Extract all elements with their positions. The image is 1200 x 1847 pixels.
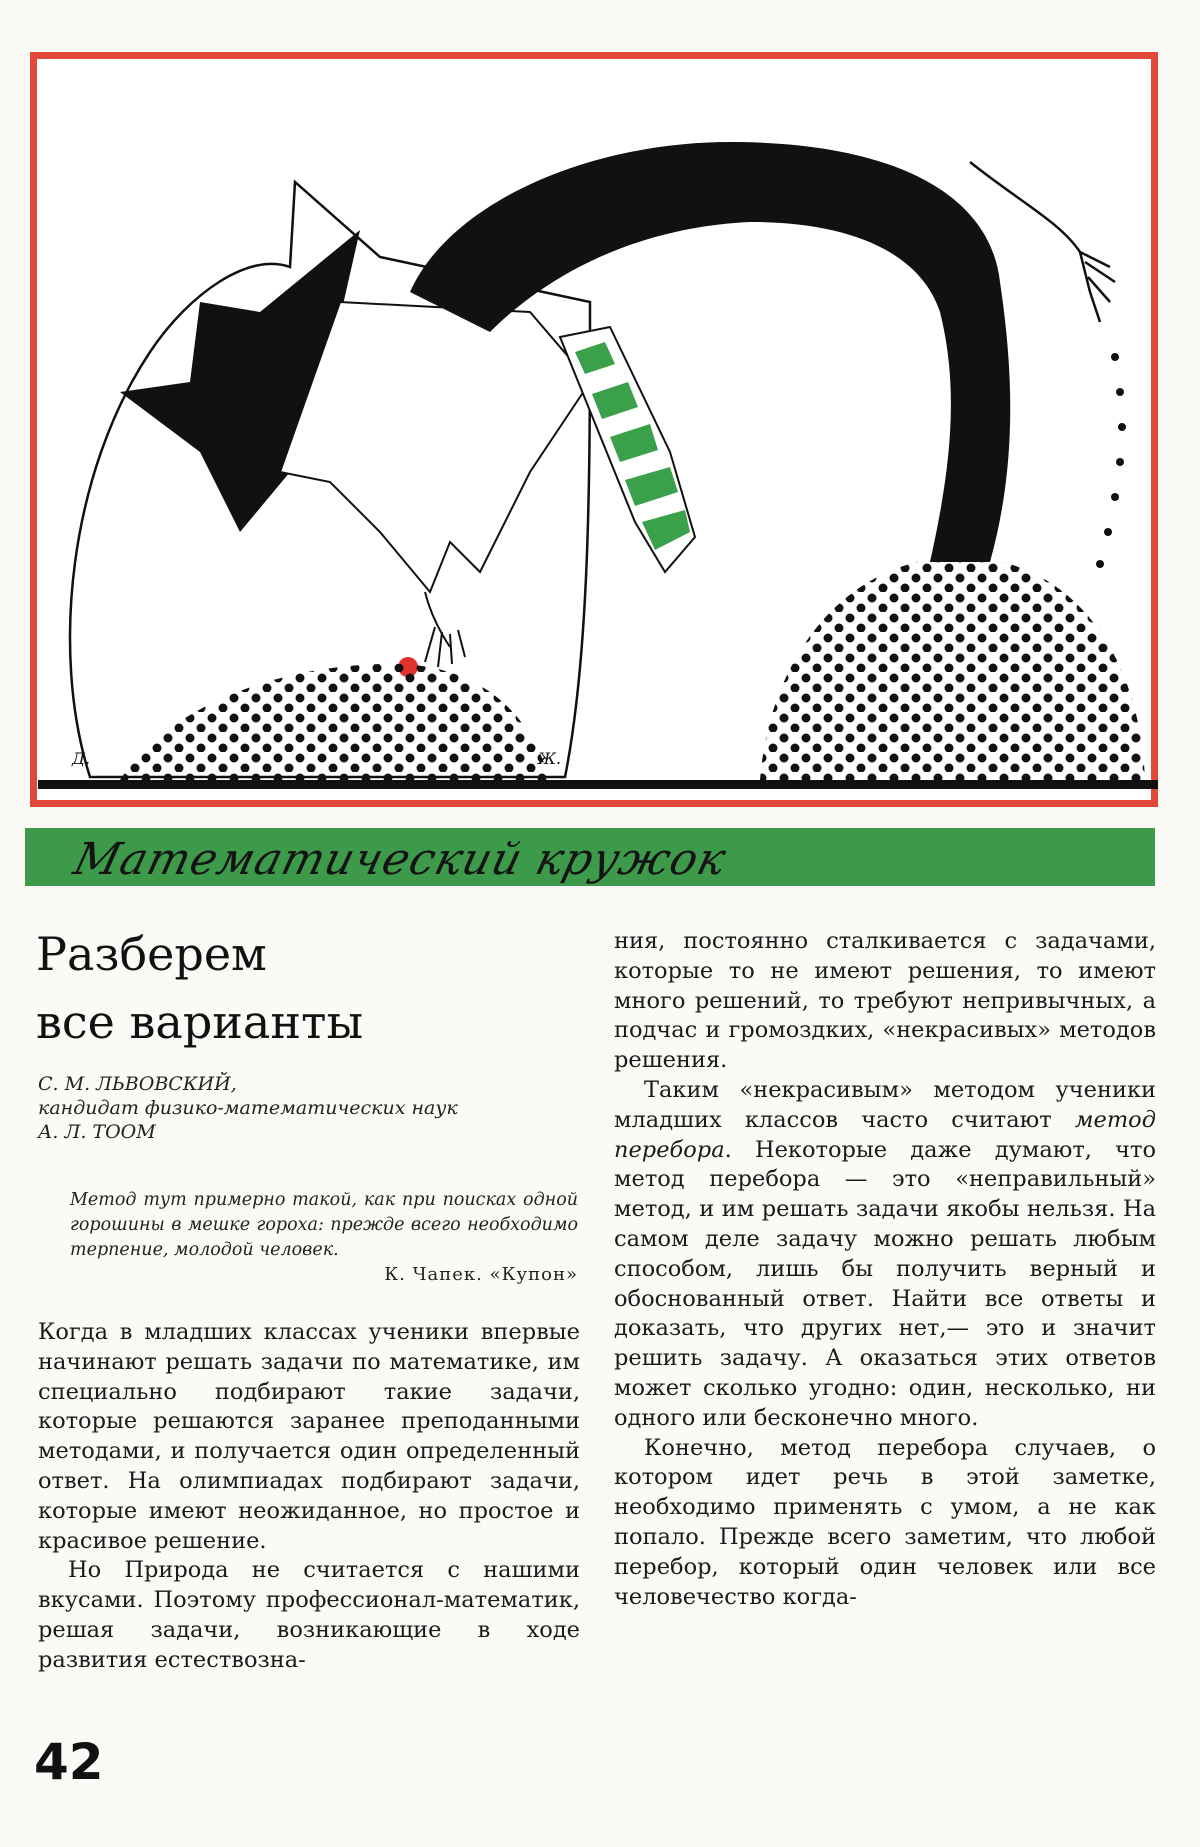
- signature-right: Ж.: [538, 749, 562, 768]
- article-column-left: [38, 1318, 580, 1676]
- author-2: А. Л. ТООМ: [38, 1121, 156, 1143]
- tie: [560, 327, 695, 572]
- article-title-line1: Разберем: [36, 927, 267, 981]
- ground-line: [38, 780, 1158, 789]
- hand: [425, 592, 465, 667]
- epigraph: Метод тут примерно такой, как при поисках одной горошины в мешке гороха: прежде всего необходимо терпение, молодой человек.: [70, 1190, 578, 1260]
- article-column-right: [614, 927, 1156, 1612]
- section-banner-label: Математический кружок: [68, 834, 732, 885]
- paragraph: Но Природа не считается с нашими вкусами. Поэтому профессионал-математик, решая задачи, возникающие в ходе развития естествозна-: [38, 1557, 580, 1673]
- falling-peas: [1096, 353, 1126, 568]
- paragraph: Когда в младших классах ученики впервые начинают решать задачи по математике, им специально подбирают такие задачи, которые решаются заранее преподанными методами, и получается один определенный ответ. На олимпиадах подбирают задачи, которые имеют неожиданное, но простое и красивое решение.: [38, 1319, 580, 1554]
- emphasis-method: метод перебора: [614, 1106, 1156, 1163]
- shirt: [280, 302, 590, 592]
- paragraph: ния, постоянно сталкивается с задачами, которые то не имеют решения, то имеют много решений, то требуют непривычных, а подчас и громоздких, «некрасивых» методов решения.: [614, 928, 1156, 1074]
- text-run: Таким «некрасивым» методом ученики младших классов часто считают: [614, 1076, 1156, 1133]
- article-title-line2: все варианты: [36, 995, 364, 1049]
- illustration-man-and-peas: [30, 52, 1158, 822]
- epigraph-source: К. Чапек. «Купон»: [384, 1264, 578, 1285]
- paragraph: [614, 1076, 1156, 1434]
- paragraph: Конечно, метод перебора случаев, о котором идет речь в этой заметке, необходимо применять с умом, а не как попало. Прежде всего заметим, что любой перебор, который один человек или все человечество когда-: [614, 1434, 1156, 1610]
- author-1-degree: кандидат физико-математических наук: [38, 1097, 458, 1119]
- pea-pile-left: [120, 664, 550, 780]
- author-1: С. М. ЛЬВОВСКИЙ,: [38, 1073, 237, 1095]
- pea-pile-right: [760, 557, 1145, 780]
- article-title: [36, 920, 596, 1056]
- text-run: . Некоторые даже думают, что метод перебора — это «неправильный» метод, и им решать задачи якобы нельзя. На самом деле задачу можно решать любым способом, лишь бы получить верный и обоснованный ответ. Найти все ответы и доказать, что других нет,— это и значит решить задачу. А оказаться этих ответов может сколько угодно: один, несколько, ни одного или бесконечно много.: [614, 1136, 1156, 1431]
- signature-left: Д.: [72, 749, 91, 768]
- page-number: 42: [34, 1733, 104, 1791]
